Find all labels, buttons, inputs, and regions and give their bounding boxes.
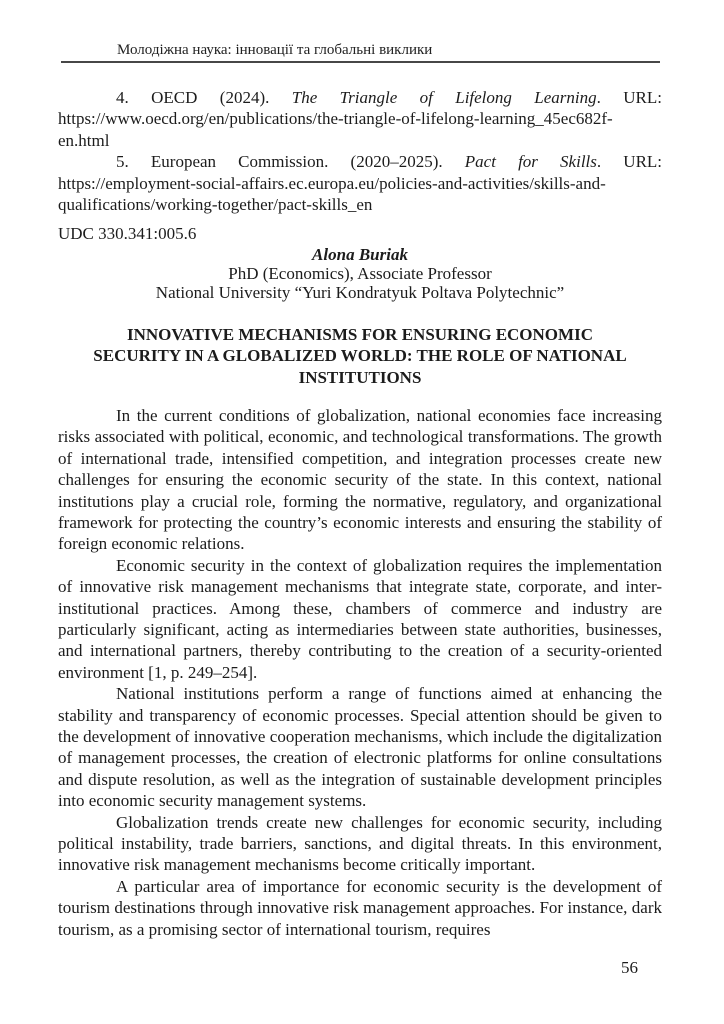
paragraph-2: Economic security in the context of globalization requires the implementation of innovative risk management mechanisms that integrate state, corporate, and inter-institutional practices. Among these, chambers of commerce and industry are particularly significant, acting as intermediaries between state authorities, businesses, and international partners, thereby contributing to the creation of a security-oriented environment [1, p. 249–254]. <box>58 555 662 682</box>
author-degree: PhD (Economics), Associate Professor <box>228 264 492 284</box>
reference-item-4 <box>58 87 662 151</box>
paragraph-5: A particular area of importance for economic security is the development of tourism destinations through innovative risk management approaches. For instance, dark tourism, as a promising sector of international tourism, requires <box>58 876 662 939</box>
running-header: Молодіжна наука: інновації та глобальні виклики <box>117 42 433 58</box>
paragraph-4: Globalization trends create new challenges for economic security, including political instability, trade barriers, sanctions, and digital threats. In this environment, innovative risk management mechanisms become critically important. <box>58 812 662 875</box>
reference-5-title: Pact for Skills <box>464 152 597 172</box>
reference-4-url: . URL: https://www.oecd.org/en/publications/the-triangle-of-lifelong-learning_45ec682f-en.html <box>58 88 662 150</box>
reference-5-url: . URL: https://employment-social-affairs.ec.europa.eu/policies-and-activities/skills-and-qualifications/working-together/pact-skills_en <box>58 152 663 215</box>
article-title: INNOVATIVE MECHANISMS FOR ENSURING ECONOMIC SECURITY IN A GLOBALIZED WORLD: THE ROLE OF NATIONAL INSTITUTIONS <box>93 324 627 387</box>
page-number: 56 <box>621 958 638 977</box>
udc-code: UDC 330.341:005.6 <box>58 224 197 244</box>
paragraph-1: In the current conditions of globalization, national economies face increasing risks associated with political, economic, and technological transformations. The growth of international trade, intensified competition, and integration processes create new challenges for ensuring the economic security of the state. In this context, national institutions play a crucial role, forming the normative, regulatory, and organizational framework for protecting the country’s economic interests and ensuring the stability of foreign economic relations. <box>58 405 662 554</box>
reference-4-lead: 4. OECD (2024). <box>116 88 292 107</box>
author-block <box>58 245 662 303</box>
paragraph-3: National institutions perform a range of functions aimed at enhancing the stability and transparency of economic processes. Special attention should be given to the development of innovative cooperation mechanisms, which include the digitalization of management processes, the creation of electronic platforms for online consultations and dispute resolution, as well as the integration of sustainable development principles into economic security management systems. <box>58 684 662 811</box>
reference-item-5 <box>58 151 662 215</box>
author-name: Alona Buriak <box>312 244 408 264</box>
page-content <box>58 87 662 940</box>
header-rule <box>61 61 660 63</box>
reference-4-title: The Triangle of Lifelong Learning <box>291 88 597 107</box>
author-affiliation: National University “Yuri Kondratyuk Poltava Polytechnic” <box>155 283 565 303</box>
reference-5-lead: 5. European Commission. (2020–2025). <box>116 152 465 172</box>
